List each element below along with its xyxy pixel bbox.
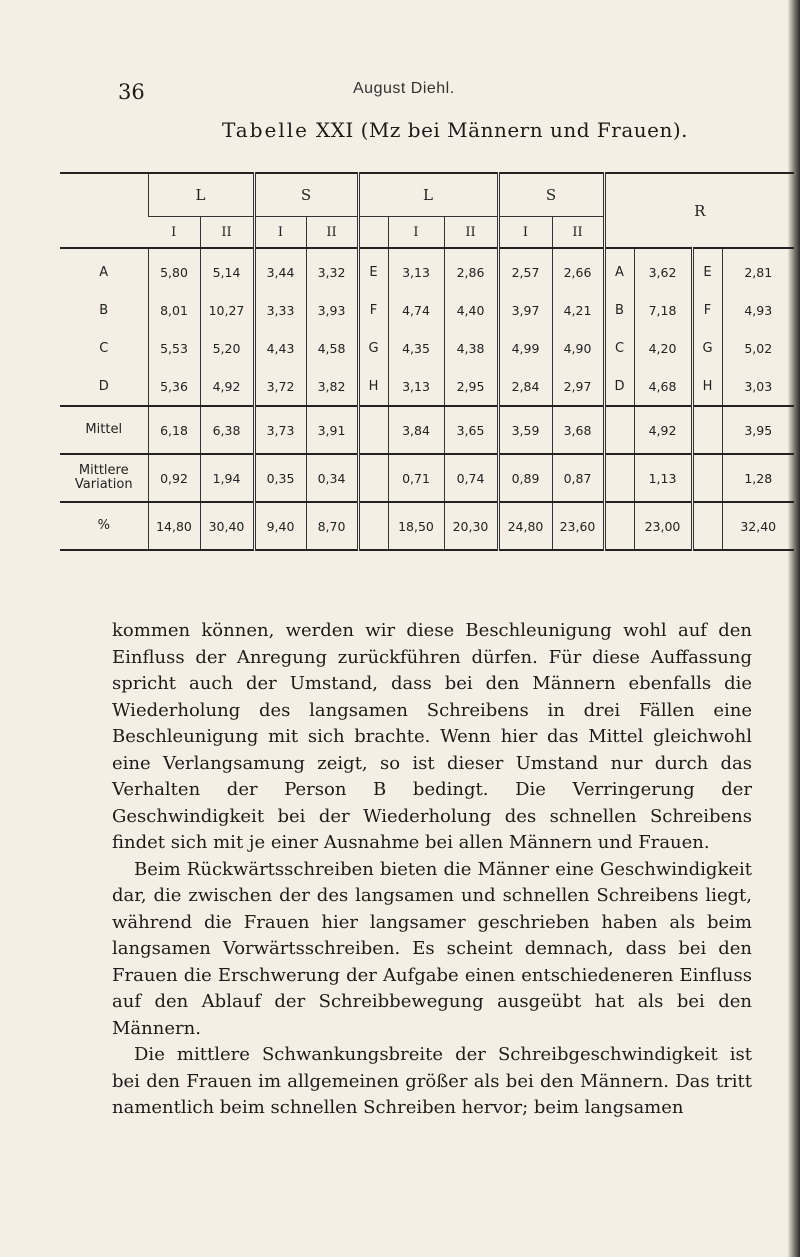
cell-blank: [604, 502, 634, 550]
cell-blank: [692, 502, 722, 550]
summary-label: %: [60, 502, 148, 550]
header-l-left: L: [148, 173, 254, 217]
cell-blank: [358, 454, 388, 502]
cell: 2,84: [498, 367, 552, 406]
r-letter: H: [692, 367, 722, 406]
r-letter: B: [604, 291, 634, 329]
cell: 4,35: [388, 329, 444, 367]
header-sub: I: [254, 217, 306, 249]
summary-row-mittel: [60, 406, 794, 454]
cell: 3,84: [388, 406, 444, 454]
summary-row-percent: [60, 502, 794, 550]
header-s-right: S: [498, 173, 604, 217]
header-sub: I: [498, 217, 552, 249]
row-label-2: H: [358, 367, 388, 406]
cell: 4,93: [722, 291, 794, 329]
cell: 1,94: [200, 454, 254, 502]
cell: 3,44: [254, 248, 306, 291]
header-sub: I: [388, 217, 444, 249]
cell: 6,38: [200, 406, 254, 454]
row-label-2: E: [358, 248, 388, 291]
cell: 4,92: [634, 406, 692, 454]
cell: 18,50: [388, 502, 444, 550]
paragraph: kommen können, werden wir diese Beschleunigung wohl auf den Einfluss der Anregung zurückführen dürfen. Für diese Auffassung spricht auch der Umstand, dass bei den Männern ebenfalls die Wiederholung des langsamen Schreibens in drei Fällen eine Beschleunigung mit sich brachte. Wenn hier das Mittel gleichwohl eine Verlangsamung zeigt, so ist dieser Umstand nur durch das Verhalten der Person B bedingt. Die Verringerung der Geschwindigkeit bei der Wiederholung des schnellen Schreibens findet sich mit je einer Ausnahme bei allen Männern und Frauen.: [112, 620, 752, 853]
cell: 3,82: [306, 367, 358, 406]
cell: 4,21: [552, 291, 604, 329]
cell: 3,73: [254, 406, 306, 454]
cell: 7,18: [634, 291, 692, 329]
cell: 3,33: [254, 291, 306, 329]
cell: 3,72: [254, 367, 306, 406]
table-row: [60, 329, 794, 367]
cell: 1,28: [722, 454, 794, 502]
cell: 23,00: [634, 502, 692, 550]
header-row-top: [60, 173, 794, 217]
cell: 2,57: [498, 248, 552, 291]
data-table: [60, 172, 794, 551]
cell-blank: [692, 406, 722, 454]
cell: 6,18: [148, 406, 200, 454]
r-letter: A: [604, 248, 634, 291]
paragraph: Beim Rückwärtsschreiben bieten die Männer eine Geschwindigkeit dar, die zwischen der des langsamen und schnellen Schreibens liegt, während die Frauen hier langsamer geschrieben haben als beim langsamen Vorwärtsschreiben. Es scheint demnach, dass bei den Frauen die Erschwerung der Aufgabe einen entschiedeneren Einfluss auf den Ablauf der Schreibbewegung ausgeübt hat als bei den Männern.: [112, 858, 752, 1039]
header-r: R: [604, 173, 794, 248]
cell-blank: [692, 454, 722, 502]
cell: 5,14: [200, 248, 254, 291]
cell: 4,43: [254, 329, 306, 367]
table-title-prefix: Tabelle: [222, 118, 309, 142]
table-row: [60, 291, 794, 329]
cell: 3,97: [498, 291, 552, 329]
cell: 0,71: [388, 454, 444, 502]
cell-blank: [358, 406, 388, 454]
cell: 4,74: [388, 291, 444, 329]
table-title-rest: (Mz bei Männern und Frauen).: [360, 118, 689, 142]
cell: 0,89: [498, 454, 552, 502]
cell: 2,81: [722, 248, 794, 291]
cell: 4,58: [306, 329, 358, 367]
cell: 2,66: [552, 248, 604, 291]
row-label: A: [99, 264, 109, 280]
cell-blank: [604, 454, 634, 502]
summary-label: Mittlere Variation: [60, 454, 148, 502]
row-label: B: [99, 302, 109, 318]
cell: 4,92: [200, 367, 254, 406]
cell: 23,60: [552, 502, 604, 550]
table-row: [60, 248, 794, 291]
cell: 14,80: [148, 502, 200, 550]
cell: 4,68: [634, 367, 692, 406]
row-label-2: F: [358, 291, 388, 329]
cell: 0,35: [254, 454, 306, 502]
running-head: August Diehl.: [353, 80, 455, 97]
cell: 3,68: [552, 406, 604, 454]
cell: 3,91: [306, 406, 358, 454]
cell: 4,38: [444, 329, 498, 367]
cell: 5,02: [722, 329, 794, 367]
cell: 3,62: [634, 248, 692, 291]
r-letter: C: [604, 329, 634, 367]
cell: 5,80: [148, 248, 200, 291]
cell: 5,53: [148, 329, 200, 367]
table-title: [222, 118, 688, 142]
row-label: C: [99, 340, 109, 356]
cell: 5,20: [200, 329, 254, 367]
page-number: 36: [118, 80, 145, 104]
cell: 0,92: [148, 454, 200, 502]
cell: 3,95: [722, 406, 794, 454]
cell: 20,30: [444, 502, 498, 550]
cell: 30,40: [200, 502, 254, 550]
table-row: [60, 367, 794, 406]
paragraph: Die mittlere Schwankungsbreite der Schreibgeschwindigkeit ist bei den Frauen im allgemeinen größer als bei den Männern. Das tritt namentlich beim schnellen Schreiben hervor; beim langsamen: [112, 1044, 752, 1118]
cell: 0,87: [552, 454, 604, 502]
cell: 3,13: [388, 248, 444, 291]
body-text: [112, 618, 752, 1122]
cell: 0,34: [306, 454, 358, 502]
cell: 2,86: [444, 248, 498, 291]
cell: 32,40: [722, 502, 794, 550]
cell: 8,70: [306, 502, 358, 550]
header-sub: I: [148, 217, 200, 249]
header-sub: II: [444, 217, 498, 249]
cell: 3,32: [306, 248, 358, 291]
cell: 3,59: [498, 406, 552, 454]
header-l-right: L: [358, 173, 498, 217]
cell-blank: [604, 406, 634, 454]
cell: 8,01: [148, 291, 200, 329]
cell: 2,97: [552, 367, 604, 406]
header-corner: [60, 173, 148, 248]
cell-blank: [358, 502, 388, 550]
header-sub: II: [200, 217, 254, 249]
r-letter: G: [692, 329, 722, 367]
cell: 4,99: [498, 329, 552, 367]
cell: 3,93: [306, 291, 358, 329]
cell: 3,65: [444, 406, 498, 454]
table-title-number: XXI: [315, 118, 354, 142]
cell: 1,13: [634, 454, 692, 502]
cell: 5,36: [148, 367, 200, 406]
cell: 3,03: [722, 367, 794, 406]
r-letter: F: [692, 291, 722, 329]
row-label: D: [98, 378, 109, 394]
summary-label: Mittel: [60, 406, 148, 454]
header-s-left: S: [254, 173, 358, 217]
cell: 4,90: [552, 329, 604, 367]
row-label-2: G: [358, 329, 388, 367]
cell: 10,27: [200, 291, 254, 329]
header-sub: II: [306, 217, 358, 249]
cell: 4,40: [444, 291, 498, 329]
header-sub: II: [552, 217, 604, 249]
cell: 24,80: [498, 502, 552, 550]
header-sub-blank: [358, 217, 388, 249]
cell: 4,20: [634, 329, 692, 367]
cell: 3,13: [388, 367, 444, 406]
cell: 9,40: [254, 502, 306, 550]
r-letter: D: [604, 367, 634, 406]
summary-row-variation: [60, 454, 794, 502]
cell: 0,74: [444, 454, 498, 502]
r-letter: E: [692, 248, 722, 291]
cell: 2,95: [444, 367, 498, 406]
